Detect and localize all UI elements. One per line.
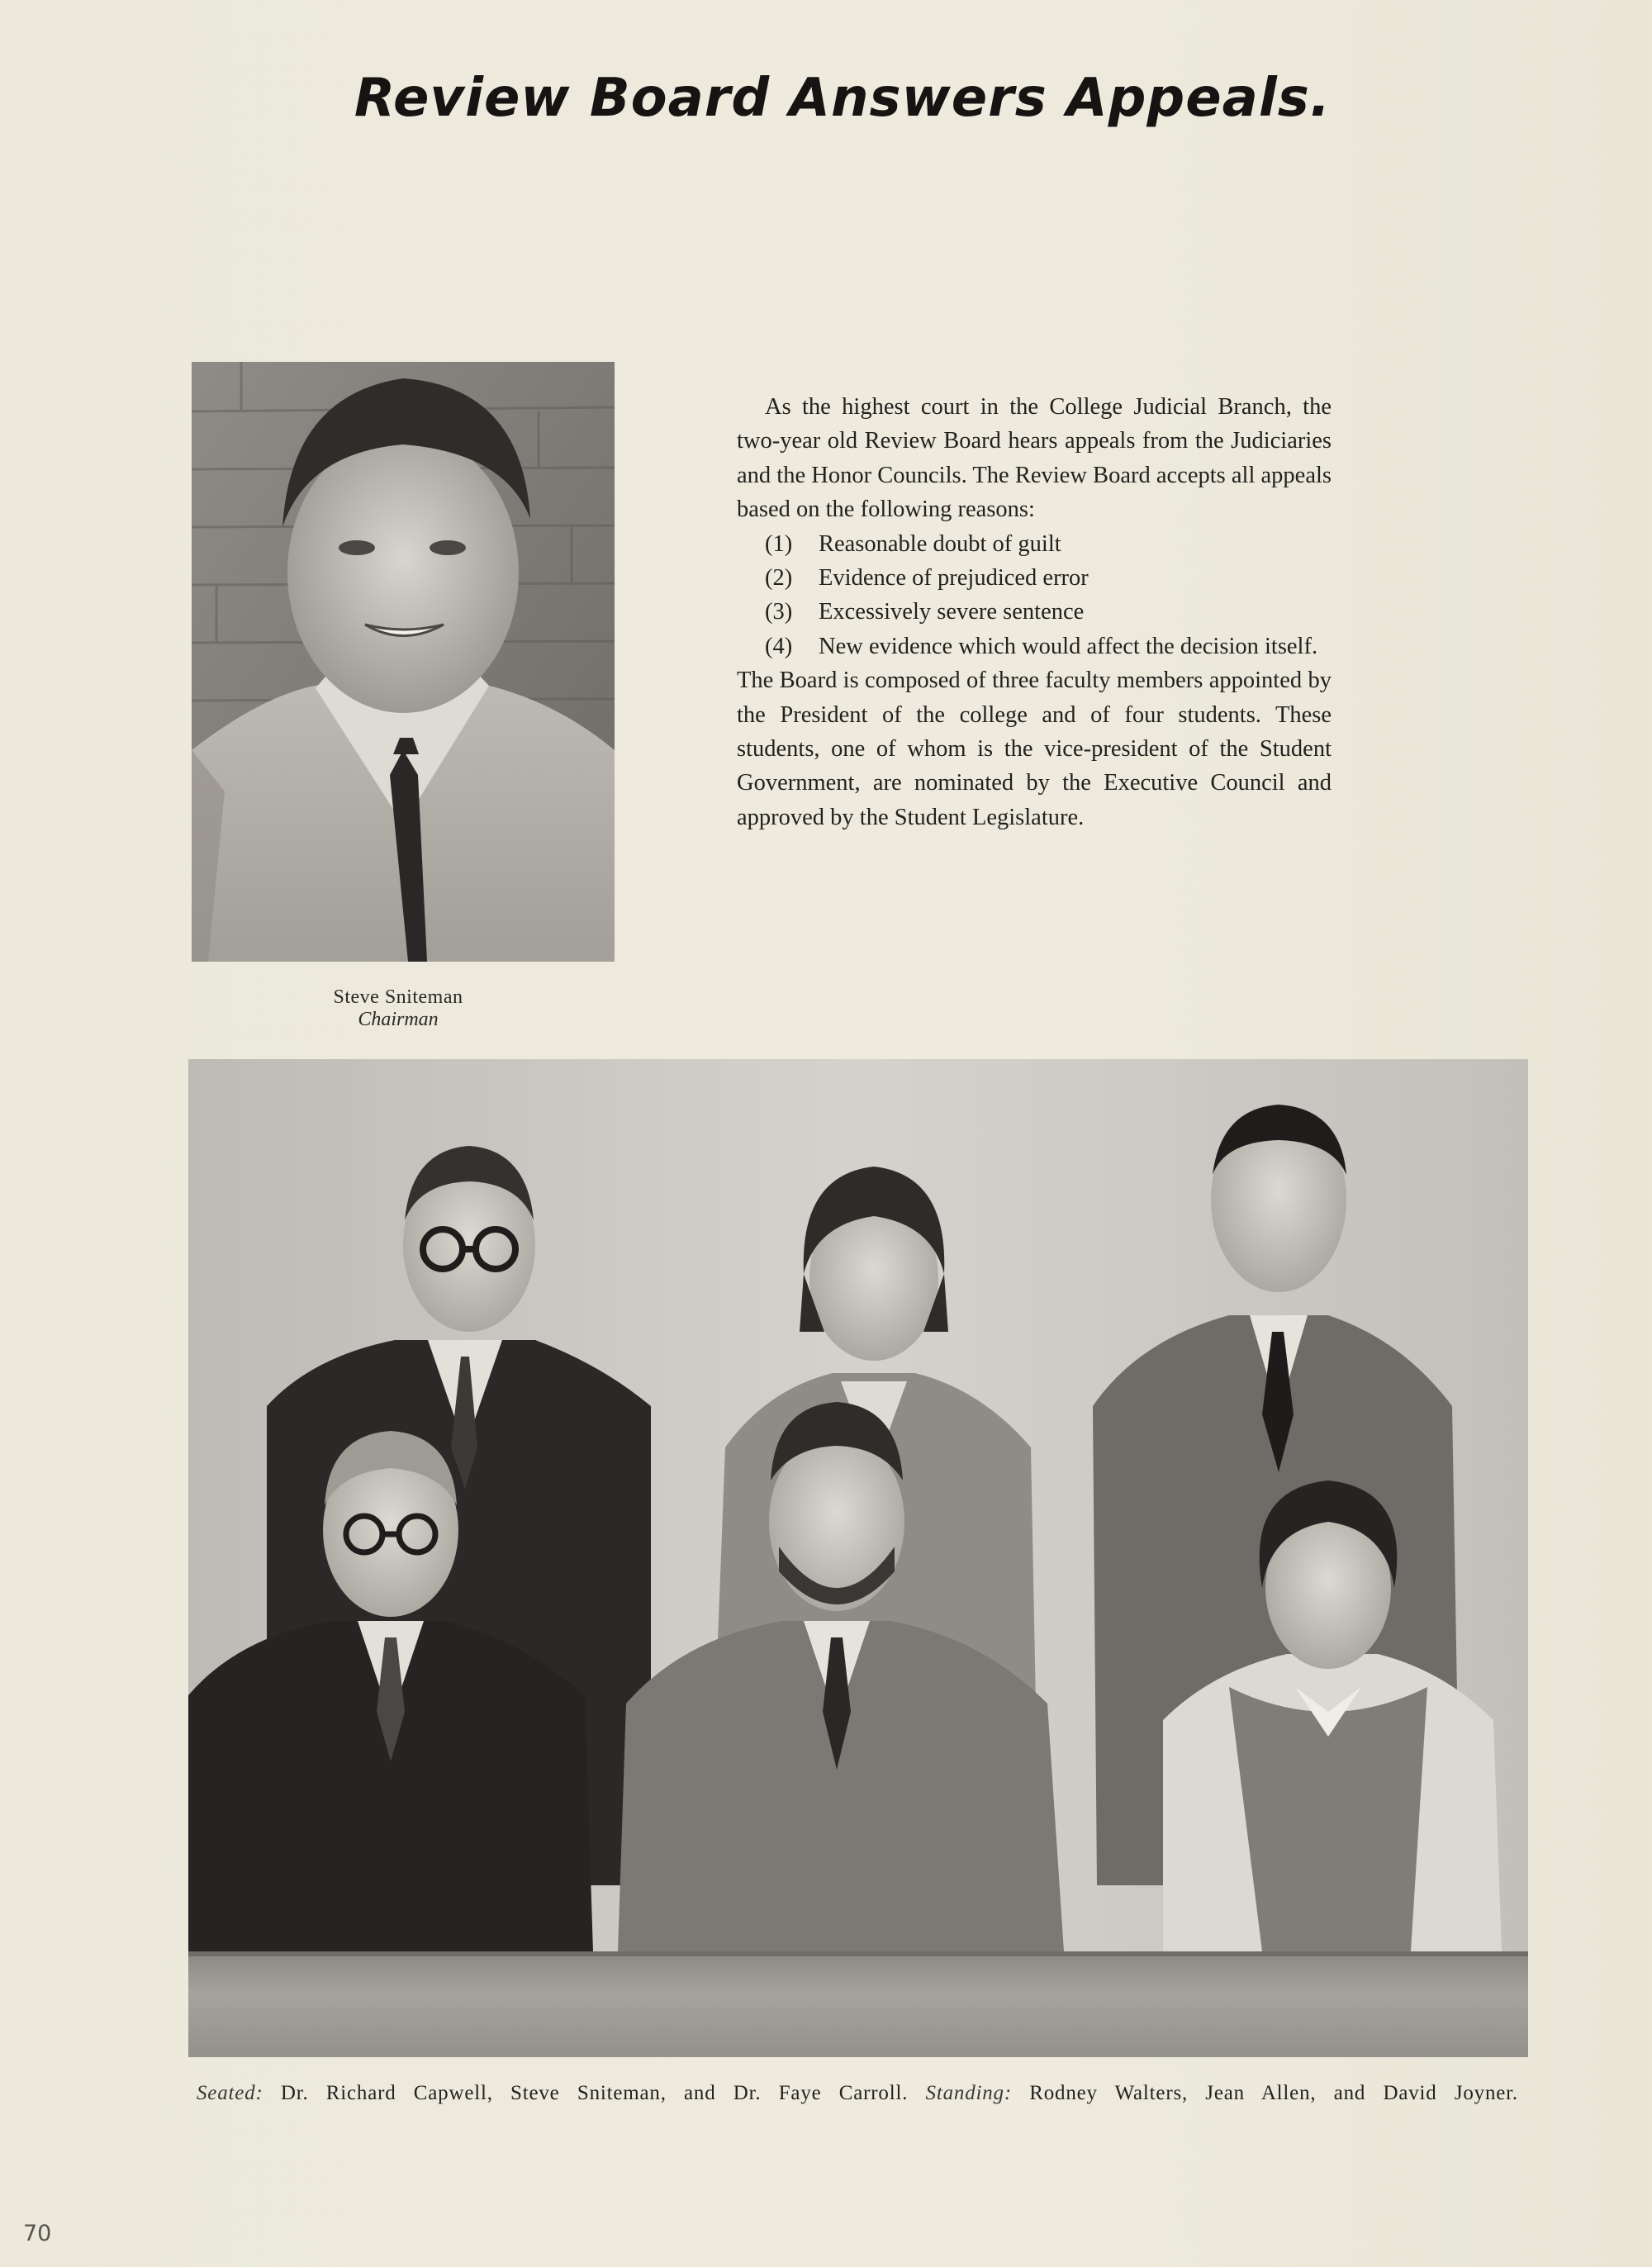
reason-number: (2) xyxy=(765,565,793,592)
reason-item xyxy=(737,595,1332,629)
reason-item xyxy=(737,561,1332,595)
portrait-role: Chairman xyxy=(358,1009,439,1030)
reason-text: Excessively severe sentence xyxy=(819,599,1085,625)
portrait-image xyxy=(192,362,615,962)
group-photo-caption xyxy=(197,2082,1518,2105)
seated-label: Seated: xyxy=(197,2082,263,2104)
reason-text: Evidence of prejudiced error xyxy=(819,565,1089,592)
reason-number: (3) xyxy=(765,599,793,625)
reason-text: Reasonable doubt of guilt xyxy=(819,530,1061,557)
standing-label: Standing: xyxy=(925,2082,1012,2104)
seated-names: Dr. Richard Capwell, Steve Sniteman, and Dr. Faye Carroll. xyxy=(280,2082,909,2104)
page-title: Review Board Answers Appeals. xyxy=(354,68,1332,129)
reason-number: (4) xyxy=(765,633,793,659)
portrait-name: Steve Sniteman xyxy=(333,986,463,1008)
reason-text: New evidence which would affect the decision itself. xyxy=(819,633,1318,659)
article-body xyxy=(737,390,1332,834)
article-intro: As the highest court in the College Judicial Branch, the two-year old Review Board hears appeals from the Judiciaries and the Honor Councils. The Review Board accepts all appeals based on the following reasons: xyxy=(737,394,1332,523)
reason-item xyxy=(737,630,1332,663)
standing-names: Rodney Walters, Jean Allen, and David Joyner. xyxy=(1029,2082,1518,2104)
chairman-portrait-photo xyxy=(192,362,615,962)
portrait-caption xyxy=(192,986,605,1031)
review-board-group-photo xyxy=(188,1059,1528,2057)
article-closing: The Board is composed of three faculty members appointed by the President of the college and of four students. These students, one of whom is the vice-president of the Student Government, are nominated by the Executive Council and approved by the Student Legislature. xyxy=(737,668,1332,830)
group-image xyxy=(188,1059,1528,2057)
page-number: 70 xyxy=(23,2221,52,2246)
reasons-list xyxy=(737,527,1332,664)
reason-number: (1) xyxy=(765,530,793,557)
reason-item xyxy=(737,527,1332,561)
